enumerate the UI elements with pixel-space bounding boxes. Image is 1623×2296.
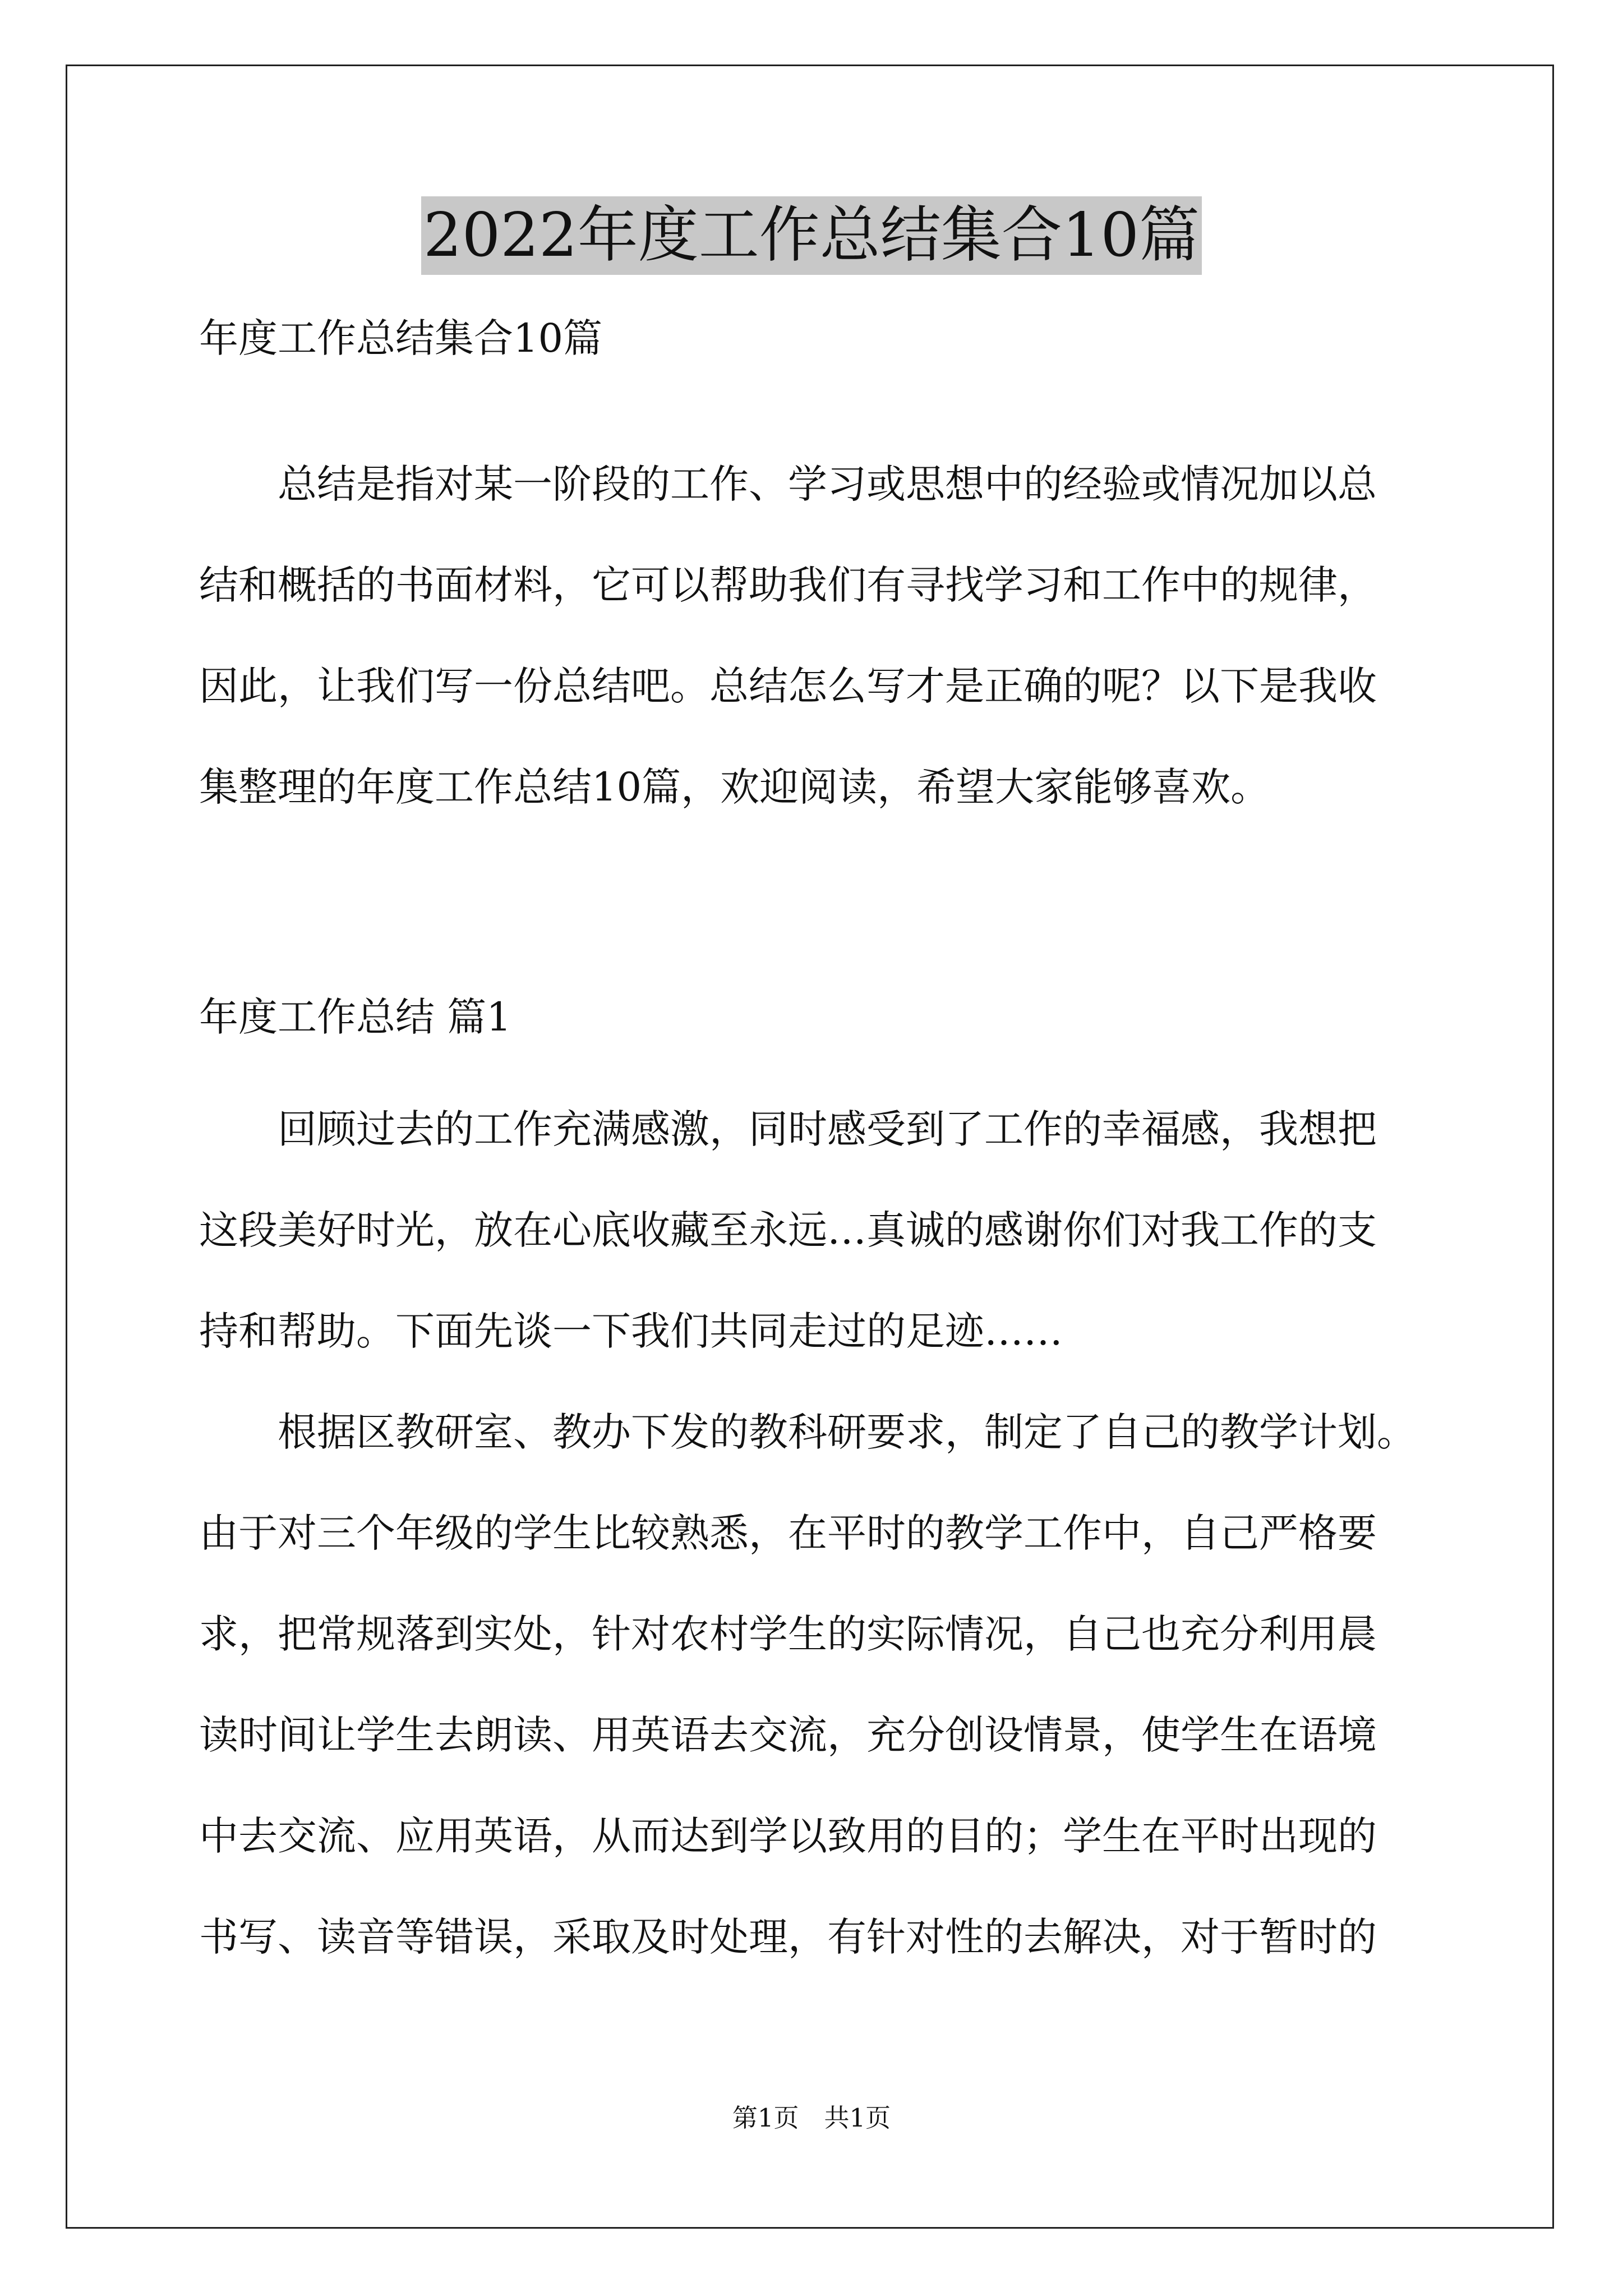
section-heading: 年度工作总结 篇1 <box>199 994 511 1040</box>
intro-line: 集整理的年度工作总结10篇，欢迎阅读，希望大家能够喜欢。 <box>199 764 1270 810</box>
paragraph-line: 书写、读音等错误，采取及时处理，有针对性的去解决，对于暂时的 <box>199 1914 1377 1960</box>
paragraph-line: 求，把常规落到实处，针对农村学生的实际情况，自己也充分利用晨 <box>199 1611 1377 1657</box>
paragraph-line: 这段美好时光，放在心底收藏至永远…真诚的感谢你们对我工作的支 <box>199 1207 1377 1253</box>
intro-line: 总结是指对某一阶段的工作、学习或思想中的经验或情况加以总 <box>199 461 1377 507</box>
paragraph-line: 根据区教研室、教办下发的教科研要求，制定了自己的教学计划。 <box>199 1409 1416 1455</box>
title-container <box>0 196 1623 275</box>
paragraph-line: 读时间让学生去朗读、用英语去交流，充分创设情景，使学生在语境 <box>199 1712 1377 1758</box>
document-subtitle: 年度工作总结集合10篇 <box>199 315 603 361</box>
paragraph-line: 由于对三个年级的学生比较熟悉，在平时的教学工作中，自己严格要 <box>199 1510 1377 1556</box>
document-title: 2022年度工作总结集合10篇 <box>421 196 1202 275</box>
paragraph-line: 持和帮助。下面先谈一下我们共同走过的足迹…… <box>199 1308 1063 1354</box>
intro-line: 因此，让我们写一份总结吧。总结怎么写才是正确的呢？以下是我收 <box>199 663 1377 709</box>
intro-line: 结和概括的书面材料，它可以帮助我们有寻找学习和工作中的规律， <box>199 562 1377 608</box>
paragraph-line: 中去交流、应用英语，从而达到学以致用的目的；学生在平时出现的 <box>199 1813 1377 1859</box>
paragraph-line: 回顾过去的工作充满感激，同时感受到了工作的幸福感，我想把 <box>199 1106 1377 1152</box>
page-footer: 第1页 共1页 <box>732 2103 891 2133</box>
